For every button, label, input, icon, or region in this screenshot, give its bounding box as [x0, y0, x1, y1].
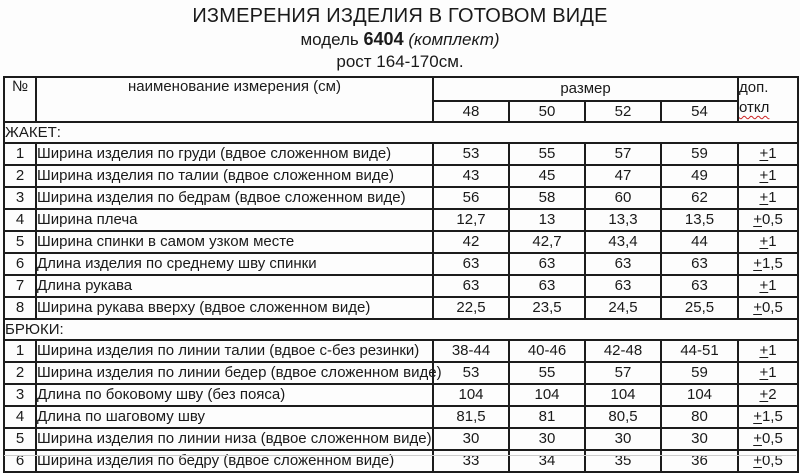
value-size-54: 63 — [661, 275, 738, 297]
value-size-52: 104 — [585, 384, 661, 406]
tolerance-value: +0,5 — [738, 428, 798, 450]
value-size-54: 44 — [661, 231, 738, 253]
value-size-52: 35 — [585, 450, 661, 472]
row-number: 7 — [4, 275, 36, 297]
row-number: 1 — [4, 340, 36, 362]
measurement-name: Ширина изделия по линии бедер (вдвое сложенном виде) — [36, 362, 433, 384]
tolerance-label-line2: откл — [739, 98, 770, 116]
value-size-48: 42 — [433, 231, 509, 253]
row-number: 5 — [4, 428, 36, 450]
measurement-name: Ширина спинки в самом узком месте — [36, 231, 433, 253]
value-size-54: 49 — [661, 165, 738, 187]
measurement-name: Длина по шаговому шву — [36, 406, 433, 428]
table-row — [4, 275, 798, 297]
tolerance-value: +1 — [738, 187, 798, 209]
row-number: 3 — [4, 187, 36, 209]
value-size-48: 22,5 — [433, 297, 509, 319]
measurement-name: Ширина изделия по груди (вдвое сложенном виде) — [36, 143, 433, 165]
column-header-name: наименование измерения (см) — [36, 77, 433, 122]
value-size-54: 80 — [661, 406, 738, 428]
model-kit-note: (комплект) — [408, 30, 500, 49]
column-header-number: № — [4, 77, 36, 122]
size-54-header: 54 — [661, 101, 738, 122]
value-size-52: 43,4 — [585, 231, 661, 253]
value-size-50: 63 — [509, 275, 585, 297]
measurement-name: Ширина изделия по бедрам (вдвое сложенном виде) — [36, 187, 433, 209]
table-row — [4, 231, 798, 253]
value-size-52: 24,5 — [585, 297, 661, 319]
section-label: ЖАКЕТ: — [4, 122, 798, 143]
cropped-next-row-line — [4, 455, 796, 456]
table-row — [4, 209, 798, 231]
value-size-54: 44-51 — [661, 340, 738, 362]
tolerance-value: +1 — [738, 165, 798, 187]
value-size-54: 63 — [661, 253, 738, 275]
value-size-52: 80,5 — [585, 406, 661, 428]
value-size-48: 30 — [433, 428, 509, 450]
value-size-48: 43 — [433, 165, 509, 187]
tolerance-value: +0,5 — [738, 297, 798, 319]
size-48-header: 48 — [433, 101, 509, 122]
row-number: 6 — [4, 253, 36, 275]
value-size-50: 45 — [509, 165, 585, 187]
value-size-50: 42,7 — [509, 231, 585, 253]
value-size-52: 63 — [585, 253, 661, 275]
value-size-48: 33 — [433, 450, 509, 472]
table-row — [4, 297, 798, 319]
height-range: рост 164-170см. — [336, 51, 464, 71]
table-row — [4, 340, 798, 362]
table-row — [4, 187, 798, 209]
column-header-size: размер — [433, 77, 738, 101]
value-size-50: 58 — [509, 187, 585, 209]
measurement-name: Ширина изделия по линии талии (вдвое с-без резинки) — [36, 340, 433, 362]
measurement-name: Длина изделия по среднему шву спинки — [36, 253, 433, 275]
table-row — [4, 143, 798, 165]
table-row — [4, 406, 798, 428]
value-size-48: 104 — [433, 384, 509, 406]
value-size-54: 62 — [661, 187, 738, 209]
model-label: модель — [300, 30, 359, 49]
value-size-54: 59 — [661, 143, 738, 165]
row-number: 6 — [4, 450, 36, 472]
value-size-52: 47 — [585, 165, 661, 187]
column-header-tolerance — [738, 77, 798, 122]
row-number: 2 — [4, 362, 36, 384]
value-size-50: 13 — [509, 209, 585, 231]
title-block — [0, 0, 800, 72]
tolerance-value: +0,5 — [738, 450, 798, 472]
measurement-name: Ширина изделия по талии (вдвое сложенном виде) — [36, 165, 433, 187]
row-number: 4 — [4, 406, 36, 428]
value-size-48: 12,7 — [433, 209, 509, 231]
page-title: ИЗМЕРЕНИЯ ИЗДЕЛИЯ В ГОТОВОМ ВИДЕ — [192, 5, 608, 27]
value-size-48: 56 — [433, 187, 509, 209]
value-size-48: 63 — [433, 275, 509, 297]
value-size-50: 30 — [509, 428, 585, 450]
row-number: 1 — [4, 143, 36, 165]
value-size-54: 25,5 — [661, 297, 738, 319]
value-size-50: 55 — [509, 362, 585, 384]
value-size-54: 59 — [661, 362, 738, 384]
tolerance-value: +1 — [738, 231, 798, 253]
tolerance-value: +1 — [738, 340, 798, 362]
value-size-52: 63 — [585, 275, 661, 297]
header-row-1 — [4, 77, 798, 101]
tolerance-value: +1 — [738, 362, 798, 384]
value-size-54: 30 — [661, 428, 738, 450]
row-number: 8 — [4, 297, 36, 319]
table-row — [4, 428, 798, 450]
tolerance-value: +1,5 — [738, 406, 798, 428]
row-number: 4 — [4, 209, 36, 231]
tolerance-value: +1 — [738, 143, 798, 165]
section-label: БРЮКИ: — [4, 319, 798, 340]
measurement-name: Ширина плеча — [36, 209, 433, 231]
tolerance-value: +0,5 — [738, 209, 798, 231]
value-size-50: 55 — [509, 143, 585, 165]
row-number: 3 — [4, 384, 36, 406]
table-row — [4, 450, 798, 472]
size-52-header: 52 — [585, 101, 661, 122]
value-size-52: 13,3 — [585, 209, 661, 231]
model-number: 6404 — [363, 29, 404, 49]
measurement-name: Ширина изделия по линии низа (вдвое сложенном виде) — [36, 428, 433, 450]
measurement-name: Ширина рукава вверху (вдвое сложенном виде) — [36, 297, 433, 319]
value-size-52: 60 — [585, 187, 661, 209]
value-size-50: 40-46 — [509, 340, 585, 362]
value-size-54: 104 — [661, 384, 738, 406]
table-row — [4, 253, 798, 275]
value-size-48: 81,5 — [433, 406, 509, 428]
table-row — [4, 165, 798, 187]
value-size-50: 63 — [509, 253, 585, 275]
value-size-50: 34 — [509, 450, 585, 472]
measurements-table — [3, 76, 799, 473]
section-trousers — [4, 319, 798, 340]
value-size-52: 30 — [585, 428, 661, 450]
measurement-name: Ширина изделия по бедру (вдвое сложенном виде) — [36, 450, 433, 472]
value-size-52: 57 — [585, 143, 661, 165]
value-size-52: 57 — [585, 362, 661, 384]
model-line — [0, 29, 800, 51]
table-row — [4, 384, 798, 406]
value-size-52: 42-48 — [585, 340, 661, 362]
section-jacket — [4, 122, 798, 143]
value-size-54: 13,5 — [661, 209, 738, 231]
tolerance-value: +2 — [738, 384, 798, 406]
tolerance-value: +1 — [738, 275, 798, 297]
table-row — [4, 362, 798, 384]
value-size-48: 53 — [433, 143, 509, 165]
value-size-48: 38-44 — [433, 340, 509, 362]
row-number: 2 — [4, 165, 36, 187]
tolerance-value: +1,5 — [738, 253, 798, 275]
value-size-48: 63 — [433, 253, 509, 275]
tolerance-label-line1: доп. — [739, 78, 769, 96]
value-size-48: 53 — [433, 362, 509, 384]
value-size-50: 104 — [509, 384, 585, 406]
value-size-50: 23,5 — [509, 297, 585, 319]
measurement-name: Длина по боковому шву (без пояса) — [36, 384, 433, 406]
size-50-header: 50 — [509, 101, 585, 122]
measurement-name: Длина рукава — [36, 275, 433, 297]
value-size-54: 36 — [661, 450, 738, 472]
value-size-50: 81 — [509, 406, 585, 428]
row-number: 5 — [4, 231, 36, 253]
